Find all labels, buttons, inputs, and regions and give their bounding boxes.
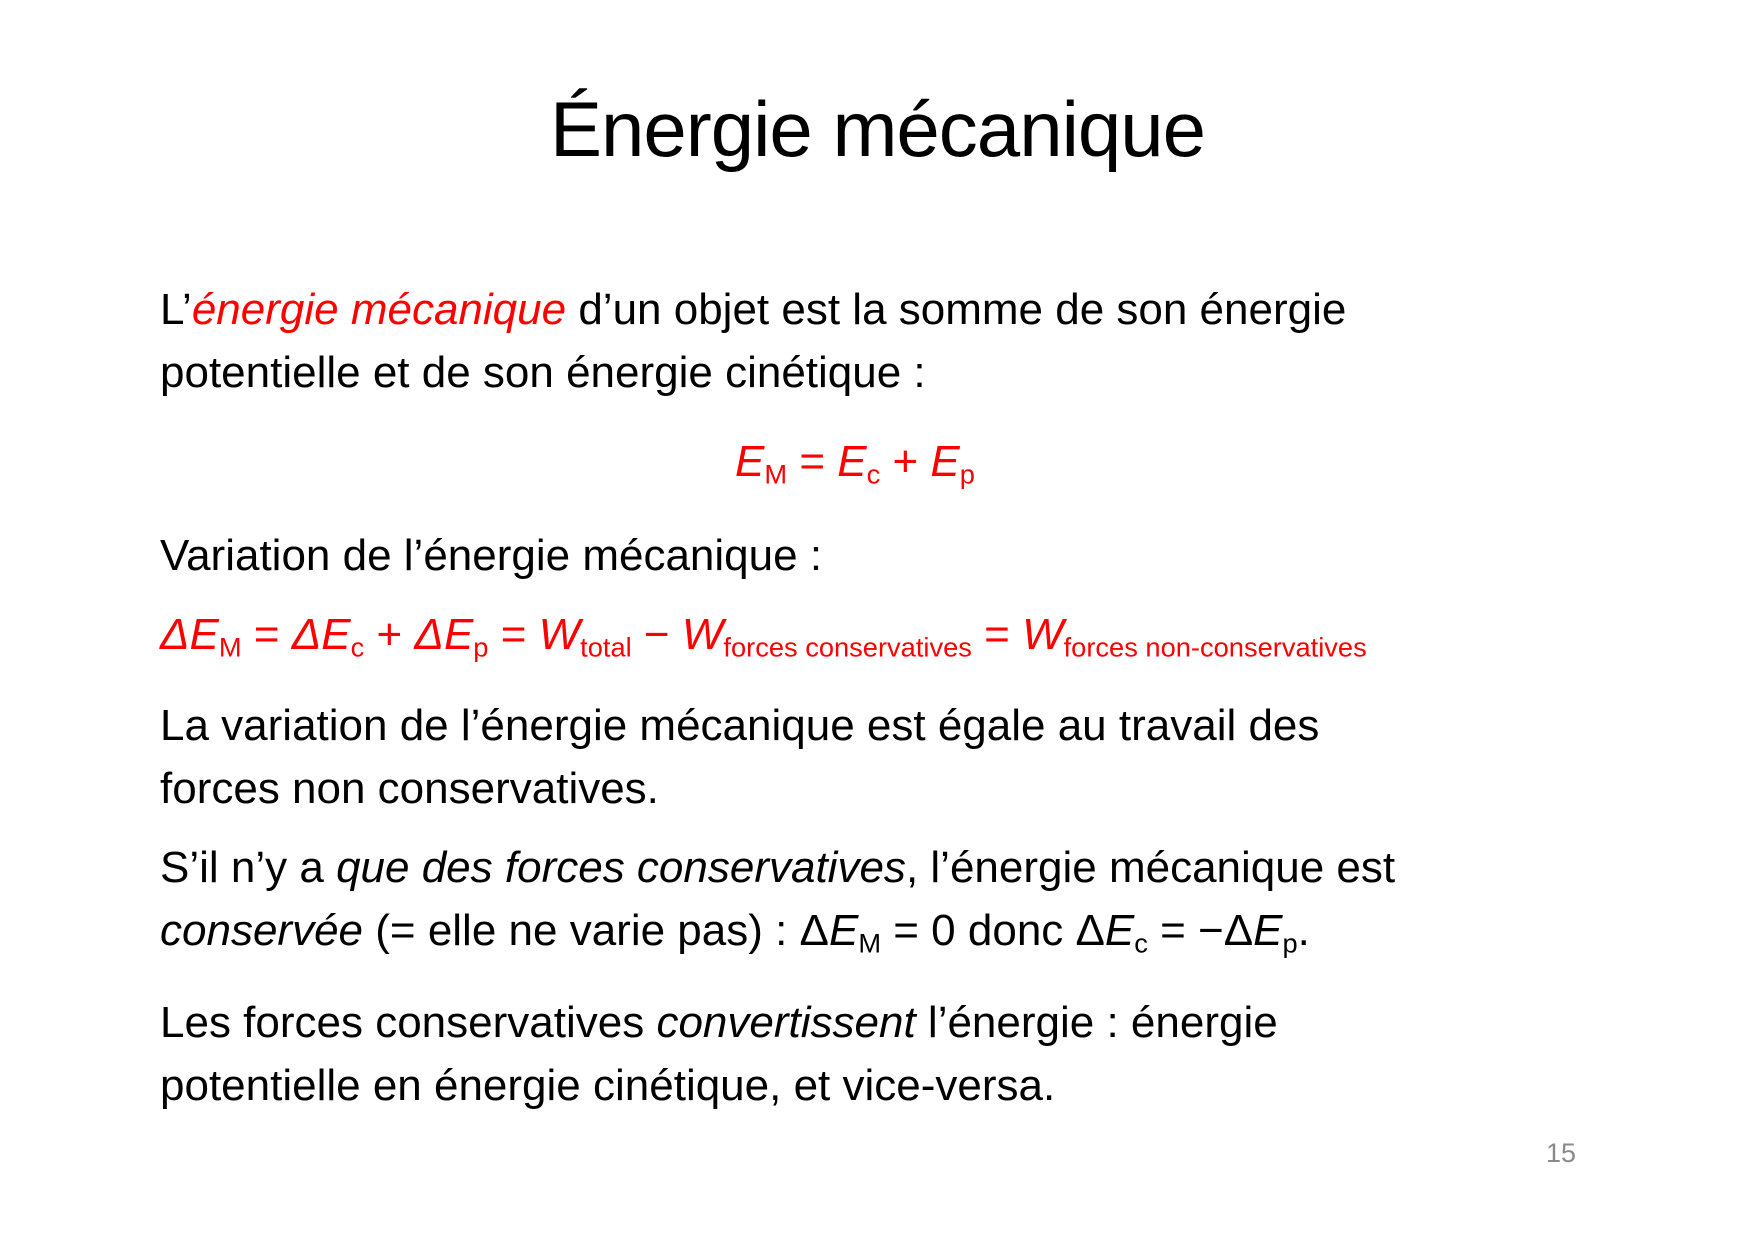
text-run: W (1022, 609, 1064, 659)
subscript: c (1134, 927, 1148, 959)
text-run: que des forces conservatives (336, 843, 906, 893)
text-run: potentielle et de son énergie cinétique : (160, 348, 926, 397)
conversion-paragraph (160, 991, 1620, 1117)
slide-title: Énergie mécanique (549, 85, 1206, 173)
text-run: E (828, 906, 859, 956)
conservation-paragraph (160, 836, 1620, 975)
text-run: = (971, 609, 1023, 659)
subscript: forces conservatives (723, 631, 972, 663)
subscript: p (1282, 927, 1298, 959)
variation-heading (160, 524, 1620, 587)
text-run: La variation de l’énergie mécanique est égale au travail des (160, 701, 1320, 751)
subscript: M (858, 927, 882, 959)
text-run: + (880, 437, 931, 486)
text-run: W (538, 609, 581, 659)
intro-paragraph (160, 278, 1620, 404)
text-run: forces non conservatives. (160, 764, 659, 814)
text-run: + (364, 609, 415, 659)
text-run: − (631, 609, 682, 659)
subscript: p (959, 458, 975, 490)
variation-explanation (160, 694, 1620, 820)
text-run: E (1104, 906, 1135, 956)
text-run: = (488, 609, 539, 659)
slide-body (160, 278, 1620, 1133)
text-run: d’un objet est la somme de son énergie (566, 285, 1347, 334)
subscript: M (764, 458, 788, 490)
page-number: 15 (1546, 1138, 1577, 1168)
text-run: E (735, 437, 765, 486)
subscript: p (473, 631, 489, 663)
text-run: ΔE (414, 609, 474, 659)
text-run: potentielle en énergie cinétique, et vice-versa. (160, 1060, 1056, 1110)
subscript: forces non-conservatives (1063, 631, 1367, 663)
text-run: Variation de l’énergie mécanique : (160, 530, 823, 580)
text-run: = −Δ (1147, 906, 1254, 956)
text-run: W (681, 609, 724, 659)
subscript: c (350, 631, 365, 663)
text-run: l’énergie : énergie (915, 997, 1278, 1047)
formula-variation (160, 603, 1620, 679)
subscript: c (866, 458, 881, 490)
text-run: . (1297, 906, 1310, 956)
text-run: L’ (160, 285, 192, 334)
text-run: , l’énergie mécanique est (905, 843, 1396, 893)
text-run: = 0 donc Δ (881, 906, 1105, 956)
text-run: S’il n’y a (160, 843, 337, 893)
text-run: convertissent (656, 997, 916, 1047)
text-run: = (787, 437, 838, 486)
text-run: Les forces conservatives (160, 997, 657, 1047)
subscript: M (218, 631, 242, 663)
formula-mechanical-energy (160, 430, 1550, 506)
text-run: E (930, 437, 960, 486)
text-run: conservée (160, 906, 364, 956)
text-run: ΔE (160, 609, 219, 659)
text-run: ΔE (291, 609, 351, 659)
text-run: = (241, 609, 292, 659)
text-run: (= elle ne varie pas) : Δ (363, 906, 829, 956)
text-run: E (837, 437, 867, 486)
text-run: énergie mécanique (191, 285, 567, 334)
text-run: E (1253, 906, 1283, 956)
subscript: total (580, 631, 632, 663)
